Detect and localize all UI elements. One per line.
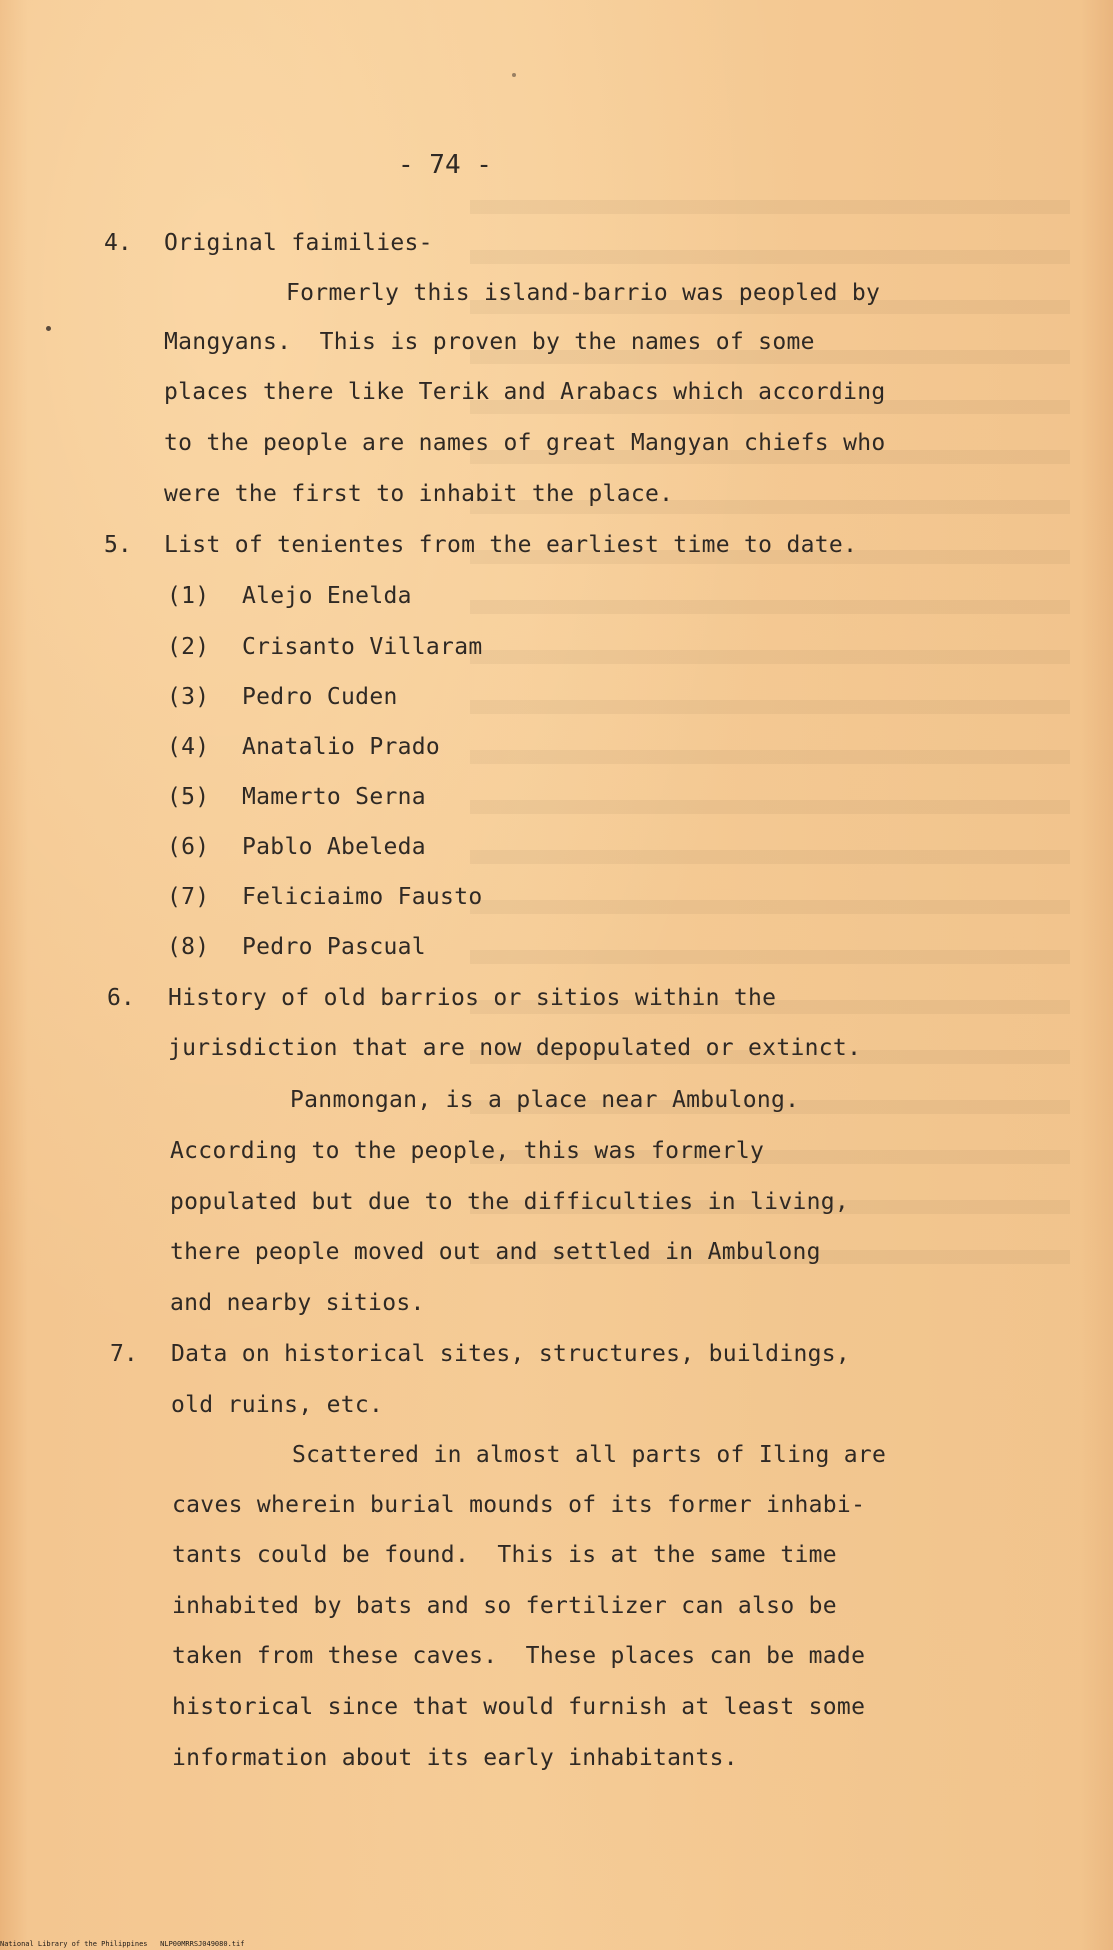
teniente-name: Pablo Abeleda: [242, 834, 426, 860]
teniente-name: Pedro Pascual: [242, 934, 426, 960]
section-7-heading: old ruins, etc.: [171, 1392, 384, 1418]
section-7-line: historical since that would furnish at least some: [172, 1694, 866, 1720]
section-7-line: taken from these caves. These places can be made: [172, 1643, 866, 1669]
teniente-number: (3): [167, 684, 210, 710]
section-7-line: Scattered in almost all parts of Iling are: [292, 1442, 887, 1468]
section-6-line: populated but due to the difficulties in living,: [170, 1189, 850, 1215]
section-7-line: caves wherein burial mounds of its former inhabi-: [172, 1492, 866, 1518]
teniente-number: (4): [167, 734, 210, 760]
section-7-heading: Data on historical sites, structures, buildings,: [171, 1341, 851, 1367]
teniente-number: (8): [167, 934, 210, 960]
teniente-name: Alejo Enelda: [242, 583, 412, 609]
section-4-line: Mangyans. This is proven by the names of some: [164, 329, 815, 355]
section-7-line: tants could be found. This is at the same time: [172, 1542, 837, 1568]
section-7-number: 7.: [110, 1341, 138, 1367]
bleed-through-texture: [470, 200, 1070, 1300]
scan-footer: National Library of the Philippines NLP00MRRSJ049080.tif: [0, 1940, 245, 1948]
paper-speck: [512, 73, 516, 77]
teniente-name: Crisanto Villaram: [242, 634, 483, 660]
section-4-line: Formerly this island-barrio was peopled by: [286, 280, 881, 306]
page-number: - 74 -: [398, 150, 492, 180]
teniente-name: Anatalio Prado: [242, 734, 441, 760]
section-4-line: places there like Terik and Arabacs which according: [164, 379, 886, 405]
teniente-number: (5): [167, 784, 210, 810]
teniente-number: (7): [167, 884, 210, 910]
teniente-number: (6): [167, 834, 210, 860]
teniente-name: Pedro Cuden: [242, 684, 398, 710]
section-5-heading: List of tenientes from the earliest time to date.: [164, 532, 858, 558]
section-6-line: and nearby sitios.: [170, 1290, 425, 1316]
teniente-name: Mamerto Serna: [242, 784, 426, 810]
section-7-line: information about its early inhabitants.: [172, 1745, 738, 1771]
teniente-number: (1): [167, 583, 210, 609]
teniente-number: (2): [167, 634, 210, 660]
section-4-number: 4.: [104, 230, 132, 256]
section-6-heading: jurisdiction that are now depopulated or extinct.: [168, 1035, 862, 1061]
teniente-name: Feliciaimo Fausto: [242, 884, 483, 910]
section-7-line: inhabited by bats and so fertilizer can also be: [172, 1593, 837, 1619]
section-4-line: to the people are names of great Mangyan chiefs who: [164, 430, 886, 456]
section-6-line: According to the people, this was formerly: [170, 1138, 765, 1164]
section-6-line: there people moved out and settled in Ambulong: [170, 1239, 821, 1265]
section-6-line: Panmongan, is a place near Ambulong.: [290, 1087, 800, 1113]
section-6-number: 6.: [107, 985, 135, 1011]
paper-speck: [46, 326, 51, 331]
section-4-line: were the first to inhabit the place.: [164, 481, 674, 507]
section-4-heading: Original faimilies-: [164, 230, 433, 256]
section-6-heading: History of old barrios or sitios within the: [168, 985, 777, 1011]
section-5-number: 5.: [104, 532, 132, 558]
